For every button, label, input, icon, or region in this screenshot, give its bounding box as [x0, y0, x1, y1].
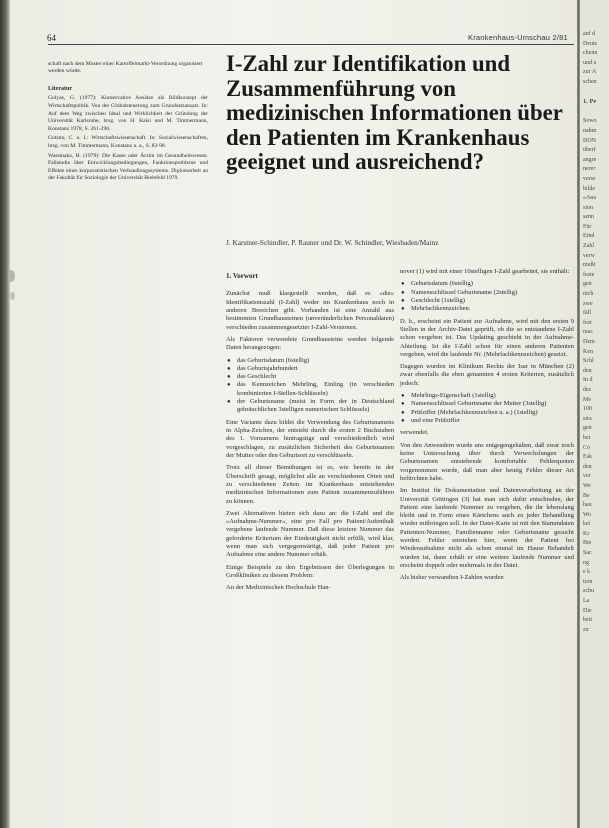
paragraph: Dagegen wurden im Klinikum Rechts der Isar in München (2) zwar ebenfalls die eben genannten 4 ersten Kriterien, zusätzlich jedoch:: [400, 363, 574, 387]
paragraph: Zunächst muß klargestellt werden, daß es »die« Identifikationszahl (I-Zahl) weder im Krankenhaus noch in anderen Bereichen gibt. Vorhanden ist eine Anzahl aus bestimmten Grundbausteinen (unveränderlichen Personaldaten) verschieden zusammengesetzter I-Zahl-Versionen.: [226, 290, 394, 331]
list-item: ● Namensschlüssel Geburtsname der Mutter (3stellig): [400, 400, 574, 408]
next-page-fragment: auf d Deuts chenn und a zur A schen: [583, 31, 598, 85]
paragraph: Eine Variante dazu bildet die Verwendung des Geburtsnamens in Alpha-Zeichen, der entsteht durch die ersten 2 Buchstaben des 1. Vornamens hintragstige und verschiedentlich wird vorgeschlagen, zu zusätzlichen Sicherheit des Geburtsnamen der Mutter oder den Geburtsort zu verschlüsseln.: [226, 418, 394, 459]
section-heading: 1. Vorwort: [226, 272, 258, 280]
paragraph: Als Faktoren verwendete Grundbausteine werden folgende Daten herangezogen:: [226, 335, 394, 352]
list-item: ● das Geburtsjahrhundert: [226, 365, 394, 373]
list-item: ● Namensschlüssel Geburtsname (2stellig): [400, 289, 574, 297]
paragraph: D. h., erscheint ein Patient zur Aufnahme, wird mit den ersten 9 Stellen in der Archiv-Datei geprüft, ob die so entstandene I-Zahl schon vergeben ist. Das Updating geschieht in der Aufnahme-Abteilung. Ist die I-Zahl schon für einen anderen Patienten vergeben, wird die laufende Nr. (Mehrfachkennzeichen) gesetzt.: [400, 317, 574, 358]
list-item: ● und eine Prüfziffer: [400, 417, 574, 425]
list-item: ● der Geburtsname (meist in Form der in Deutschland gebräuchlichen 3stelligen numerischen Schlüssels): [226, 398, 394, 415]
list-item: ● Prüfziffer (Mehrfachkennzeichen u. a.) (1stellig): [400, 409, 574, 417]
next-page-heading: 1. Pe: [583, 98, 597, 106]
paragraph: verwendet.: [400, 429, 429, 437]
left-column: [48, 55, 208, 185]
bullet-list: [400, 280, 574, 313]
paragraph: An der Medizinischen Hochschule Han-: [226, 584, 331, 592]
article-title: I-Zahl zur Identifikation und Zusammenführung von medizinischen Informationen über den Patienten im Krankenhaus geeignet und ausreichend?: [226, 51, 563, 174]
paragraph: Als bisher verwandten I-Zahlen wurden: [400, 574, 504, 582]
reference-item: Wassmaka, H. (1979): Die Kasse oder Ärztin im Gesundheitswesen. Fallstudie über Entwicklungsbedingungen, Funktionsprobleme und Effekte eines korporatistischen Verhandlungssystems. Diplomarbeit an der Fakultät für Soziologie der Universität Bielefeld 1979.: [48, 152, 208, 182]
binding-gutter: [0, 0, 10, 828]
next-page-text: [583, 30, 609, 635]
list-item: ● Geschlecht (1stellig): [400, 297, 574, 305]
body-column-right: [400, 268, 574, 587]
left-column-intro: schaft nach dem Muster einer Kartoffelmarkt-Verordnung organisiert werden würde.: [48, 60, 203, 75]
paragraph: Einige Beispiele zu den Ergebnissen der Überlegungen in Großkliniken zu diesem Problem:: [226, 563, 394, 579]
running-head: Krankenhaus-Umschau 2/81: [468, 33, 568, 42]
list-item: ● das Kennzeichen Mehrling, Einling (in verschieden kombinierten I-Stellen-Schlüsseln): [226, 381, 394, 398]
list-item: ● das Geschlecht: [226, 373, 394, 381]
reference-item: Gutzen, C. u. I.: Wirtschaftswissenschaft. In: Sozialwissenschaften, hrsg. von M. Timmermann, Konstanz u. a., S. 83-98.: [48, 135, 208, 149]
bullet-list: [226, 357, 394, 415]
bullet-list: [400, 392, 574, 425]
paragraph: Trotz all dieser Bemühungen ist es, wie bereits in der Überschrift gesagt, möglichst alle an verschiedenen Orten und zu verschiedenen Zeiten im Krankenhaus entstehenden medizinischen Informationen zum Patient zusammenzuführen zu können.: [226, 464, 394, 505]
header-rule: [48, 44, 574, 45]
punch-hole: [10, 292, 15, 300]
reference-item: Gulyas, G. (1977): Konservative Ansätze als Bildkonzept der Wirtschaftspolitik. Von der Globalsteuerung zum Grundsatzansatz. In: Auf dem Weg zwischen Ideal und Wirklichkeit der Gründung der Universität Karlsruhe, hrsg. von H. Kaisi und M. Timmermann, Konstanz 1978, S. 261-290.: [48, 95, 208, 132]
list-item: ● Mehrlings-Eigenschaft (1stellig): [400, 392, 574, 400]
article-authors: J. Karstner-Schindler, P. Rauner und Dr. W. Schindler, Wiesbaden/Mainz: [226, 238, 439, 247]
paragraph: Von den Anwendern wurde uns entgegengehalten, daß zwar noch keine Untersuchung über durch Verwechslungen der Geburtsnamen entstehende komfortable Fehlerquoten vorgenommen wurde, daß man aber heutig Fehler dieser Art befürchten habe.: [400, 441, 574, 482]
paragraph: Zwei Alternativen bieten sich dazu an: die I-Zahl und die »Aufnahme-Nummer«, eine pro Fall pro Patient/Aufenthalt vergebene laufende Nummer. Daß diese letztere Nummer das geforderte Kriterium der Eindeutigkeit nicht erfüllt, wird klar, wenn man sich vergegenwärtigt, daß jeder Patient pro Aufnahme eine andere Nummer erhält.: [226, 509, 394, 559]
list-item: ● Geburtsdatum (6stellig): [400, 280, 574, 288]
body-column-left: [226, 272, 394, 597]
list-item: ● Mehrfachkennzeichen.: [400, 305, 574, 313]
next-page-edge: [580, 0, 609, 828]
paragraph: Im Institut für Dokumentation und Datenverarbeitung an der Universität Göttingen (3) hat man sich dafür entschieden, der Patient eine laufende Nummer zu vergeben, die ihr lebenslang bleibt und in Form eines Kärtchens auch zu jeder Behandlung wieder mitbringen soll. In der Datei-Karte ist mit den Stammdaten Patienten-Nummer, Familienname oder Geburtsname gesucht werden. Fehler entstehen hier, wenn der Patient bei Wiederaufnahme nicht als schon einmal im Hause Behandelt wurden ist, dann erhält er eine weitere laufende Nummer und erscheint doppelt oder mehrmals in der Datei.: [400, 487, 574, 569]
paragraph: nover (1) wird mit einer 10stelligen I-Zahl gearbeitet, sie enthält:: [400, 268, 570, 275]
next-page-fragment: Sowo nahm DON überf angre nerer verse bilde »Ana sion senn Für Eind Zahl verw mußt feste gen nich zwe fäll fest mac Dem Ken Schl den In d des Me 100 stra gen bei Co Fak den ver We Be hau Wo kei Kr Bie Sac ng e k tion schu La Die beit zu: [583, 118, 597, 633]
literature-heading: Literatur: [48, 85, 72, 92]
punch-hole: [8, 270, 15, 282]
list-item: ● das Geburtsdatum (6stellig): [226, 357, 394, 365]
page-number: 64: [47, 33, 56, 43]
